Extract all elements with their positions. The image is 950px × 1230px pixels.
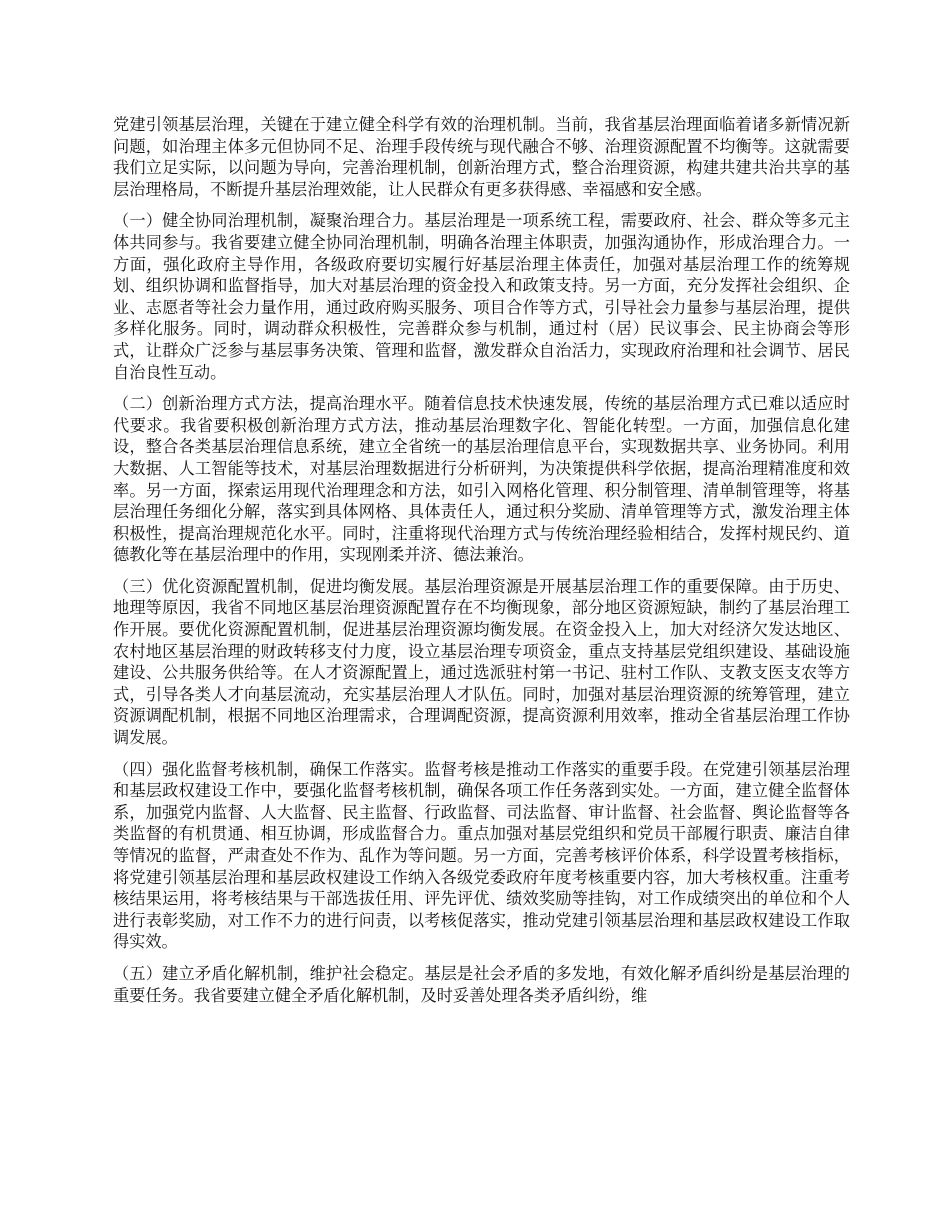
paragraph-supervision: （四）强化监督考核机制，确保工作落实。监督考核是推动工作落实的重要手段。在党建引领基层治理和基层政权建设工作中，要强化监督考核机制，确保各项工作任务落到实处。一方面，建立健全监督体系，加强党内监督、人大监督、民主监督、行政监督、司法监督、审计监督、社会监督、舆论监督等各类监督的有机贯通、相互协调，形成监督合力。重点加强对基层党组织和党员干部履行职责、廉洁自律等情况的监督，严肃查处不作为、乱作为等问题。另一方面，完善考核评价体系，科学设置考核指标，将党建引领基层治理和基层政权建设工作纳入各级党委政府年度考核重要内容，加大考核权重。注重考核结果运用，将考核结果与干部选拔任用、评先评优、绩效奖励等挂钩，对工作成绩突出的单位和个人进行表彰奖励，对工作不力的进行问责，以考核促落实，推动党建引领基层治理和基层政权建设工作取得实效。 [113,759,850,952]
paragraph-resources: （三）优化资源配置机制，促进均衡发展。基层治理资源是开展基层治理工作的重要保障。由于历史、地理等原因，我省不同地区基层治理资源配置存在不均衡现象，部分地区资源短缺，制约了基层治理工作开展。要优化资源配置机制，促进基层治理资源均衡发展。在资金投入上，加大对经济欠发达地区、农村地区基层治理的财政转移支付力度，设立基层治理专项资金，重点支持基层党组织建设、基础设施建设、公共服务供给等。在人才资源配置上，通过选派驻村第一书记、驻村工作队、支教支医支农等方式，引导各类人才向基层流动，充实基层治理人才队伍。同时，加强对基层治理资源的统筹管理，建立资源调配机制，根据不同地区治理需求，合理调配资源，提高资源利用效率，推动全省基层治理工作协调发展。 [113,576,850,748]
document-body [113,114,850,1016]
paragraph-coordination: （一）健全协同治理机制，凝聚治理合力。基层治理是一项系统工程，需要政府、社会、群众等多元主体共同参与。我省要建立健全协同治理机制，明确各治理主体职责，加强沟通协作，形成治理合力。一方面，强化政府主导作用，各级政府要切实履行好基层治理主体责任，加强对基层治理工作的统筹规划、组织协调和监督指导，加大对基层治理的资金投入和政策支持。另一方面，充分发挥社会组织、企业、志愿者等社会力量作用，通过政府购买服务、项目合作等方式，引导社会力量参与基层治理，提供多样化服务。同时，调动群众积极性，完善群众参与机制，通过村（居）民议事会、民主协商会等形式，让群众广泛参与基层事务决策、管理和监督，激发群众自治活力，实现政府治理和社会调节、居民自治良性互动。 [113,211,850,382]
paragraph-conflict-resolution: （五）建立矛盾化解机制，维护社会稳定。基层是社会矛盾的多发地，有效化解矛盾纠纷是基层治理的重要任务。我省要建立健全矛盾化解机制，及时妥善处理各类矛盾纠纷，维 [113,963,850,1005]
paragraph-innovation: （二）创新治理方式方法，提高治理水平。随着信息技术快速发展，传统的基层治理方式已难以适应时代要求。我省要积极创新治理方式方法，推动基层治理数字化、智能化转型。一方面，加强信息化建设，整合各类基层治理信息系统，建立全省统一的基层治理信息平台，实现数据共享、业务协同。利用大数据、人工智能等技术，对基层治理数据进行分析研判，为决策提供科学依据，提高治理精准度和效率。另一方面，探索运用现代治理理念和方法，如引入网格化管理、积分制管理、清单制管理等，将基层治理任务细化分解，落实到具体网格、具体责任人，通过积分奖励、清单管理等方式，激发治理主体积极性，提高治理规范化水平。同时，注重将现代治理方式与传统治理经验相结合，发挥村规民约、道德教化等在基层治理中的作用，实现刚柔并济、德法兼治。 [113,394,850,565]
paragraph-intro: 党建引领基层治理，关键在于建立健全科学有效的治理机制。当前，我省基层治理面临着诸多新情况新问题，如治理主体多元但协同不足、治理手段传统与现代融合不够、治理资源配置不均衡等。这就需要我们立足实际，以问题为导向，完善治理机制，创新治理方式，整合治理资源，构建共建共治共享的基层治理格局，不断提升基层治理效能，让人民群众有更多获得感、幸福感和安全感。 [113,115,850,199]
